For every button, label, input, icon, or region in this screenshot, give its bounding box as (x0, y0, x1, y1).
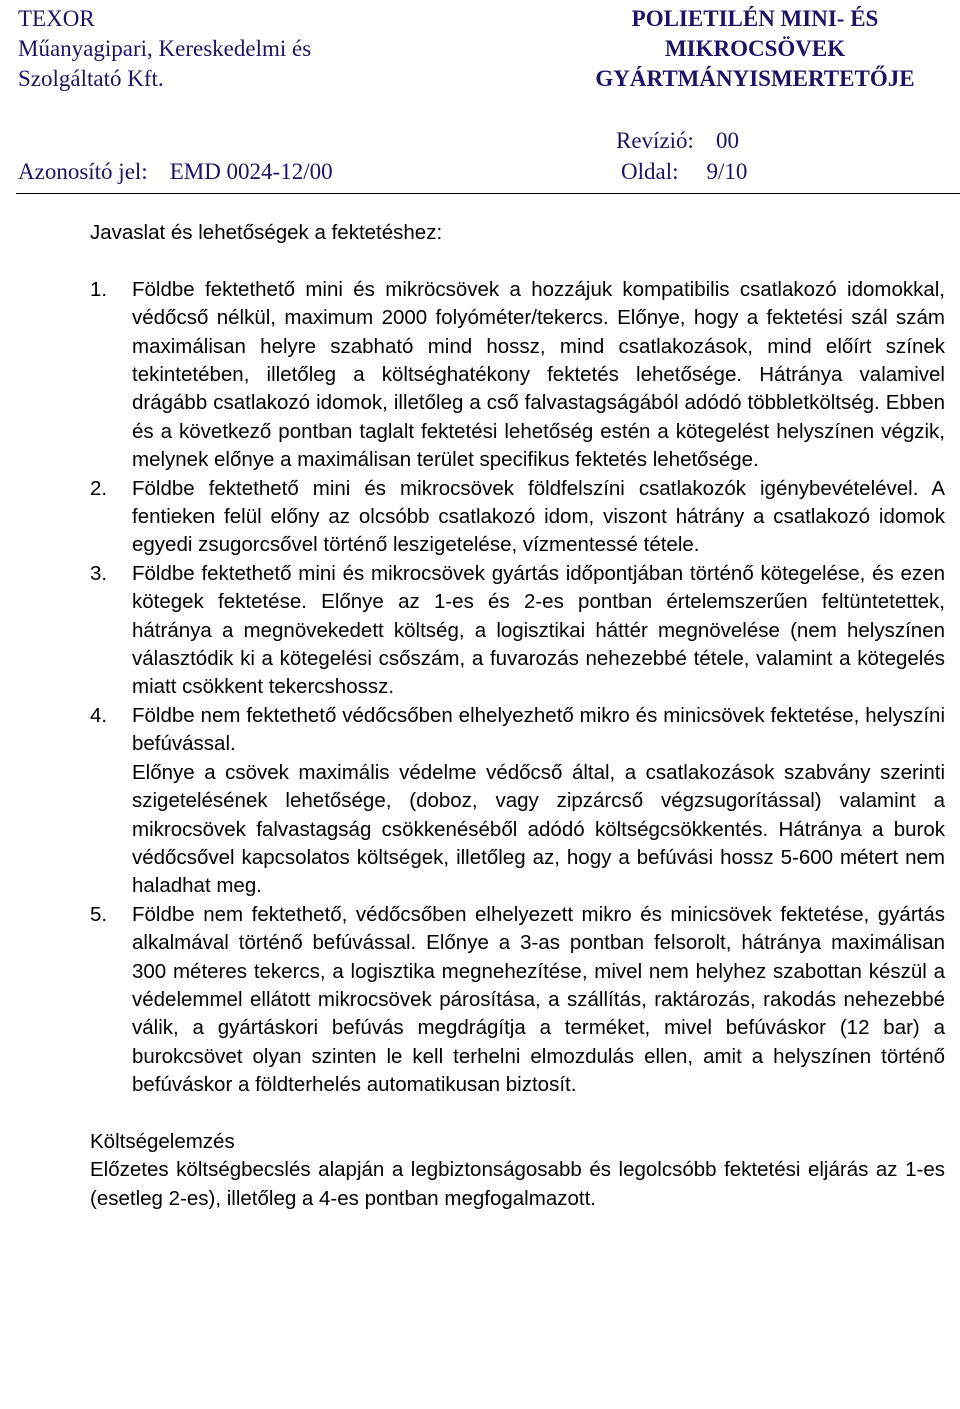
method-list (90, 276, 945, 1100)
list-item (90, 276, 945, 475)
spacer (90, 1100, 945, 1128)
list-item-number: 4. (90, 703, 108, 727)
list-item (90, 702, 945, 901)
cost-analysis-heading: Költségelemzés (90, 1129, 235, 1153)
revision-value: 00 (715, 128, 739, 153)
list-item-text: Földbe nem fektethető, védőcsőben elhelyezett mikro és minicsövek fektetése, gyártás alkalmával történő befúvással. Előnye a 3-as pontban felsorolt, hátránya maximálisan 300 méteres tekercs, a logisztika megnehezítése, mivel nem helyhez szabottan készül a védelemmel ellátott mikrocsövek párosítása, a szállítás, raktározás, rakodás nehezebbé válik, a gyártáskori befúvás megdrágítja a terméket, mivel befúváskor (12 bar) a burokcsövet olyan szinten le kell terhelni elmozdulás ellen, amit a helyszínen történő befúváskor a földterhelés automatikusan biztosít. (132, 902, 945, 1097)
list-item-text: Földbe fektethető mini és mikröcsövek a hozzájuk kompatibilis csatlakozó idomokkal, védőcső nélkül, maximum 2000 folyóméter/tekercs. Előnye, hogy a fektetési szál szám maximálisan helyre szabható mind hossz, mind csatlakozások, mind előírt színek tekintetében, illetőleg a költséghatékony fektetés lehetősége. Hátránya valamivel drágább csatlakozó idomok, illetőleg a cső falvastagságából adódó többletköltség. Ebben és a következő pontban taglalt fektetési lehetőség estén a kötegelést helyszínen végzik, melynek előnye a maximálisan terület specifikus fektetés lehetősége. (132, 277, 945, 472)
company-block (18, 4, 311, 94)
list-item-number: 5. (90, 902, 108, 926)
section-heading: Javaslat és lehetőségek a fektetéshez: (90, 221, 443, 244)
document-id-label: Azonosító jel: (18, 159, 148, 184)
list-item-text: Földbe fektethető mini és mikrocsövek gyártás időpontjában történő kötegelése, és ezen kötegek fektetése. Előnye az 1-es és 2-es pontban értelemszerűen feltüntetettek, hátránya a megnövekedett költség, a logisztikai háttér megnövelése (nem helyszínen választódik ki a kötegelési csőszám, a fuvarozás nehezebbé tétele, valamint a kötegelés miatt csökkent tekercshossz. (132, 561, 945, 699)
document-title (560, 4, 950, 94)
document-id-value: EMD 0024-12/00 (169, 159, 333, 184)
list-item-text-continued: Előnye a csövek maximális védelme védőcső által, a csatlakozások szabvány szerinti szigetelésének lehetősége, (doboz, vagy zipzárcső végzsugorítással) valamint a mikrocsövek falvastagság csökkenéséből adódó költségcsökkentés. Hátránya a burok védőcsővel kapcsolatos költségek, illetőleg az, hogy a befúvási hossz 5-600 métert nem haladhat meg. (132, 760, 945, 898)
list-item-text: Földbe nem fektethető védőcsőben elhelyezhető mikro és minicsövek fektetése, helyszíni befúvással. (132, 703, 945, 756)
list-item (90, 560, 945, 702)
list-item-number: 3. (90, 561, 108, 585)
page-number-field (621, 159, 747, 185)
list-item-text: Földbe fektethető mini és mikrocsövek földfelszíni csatlakozók igénybevételével. A fentieken felül előny az olcsóbb csatlakozó idom, viszont hátrány a csatlakozó idomok egyedi zsugorcsővel történő leszigetelése, vízmentessé tétele. (132, 476, 945, 557)
company-name: TEXOR (18, 6, 95, 31)
list-item-number: 2. (90, 476, 108, 500)
list-item-number: 1. (90, 277, 108, 301)
list-item (90, 901, 945, 1100)
page-number-value: 9/10 (706, 159, 748, 184)
header-divider (16, 193, 960, 194)
document-body (90, 219, 945, 1213)
spacer (90, 247, 945, 275)
list-item (90, 475, 945, 560)
company-line-3: Szolgáltató Kft. (18, 66, 164, 91)
document-title-line-3: GYÁRTMÁNYISMERTETŐJE (595, 66, 915, 91)
revision-label: Revízió: (616, 128, 694, 153)
document-title-line-1: POLIETILÉN MINI- ÉS (631, 6, 879, 31)
document-id-field (18, 159, 333, 185)
cost-analysis-text: Előzetes költségbecslés alapján a legbiztonságosabb és legolcsóbb fektetési eljárás az 1-es (esetleg 2-es), illetőleg a 4-es pontban megfogalmazott. (90, 1158, 945, 1210)
revision-field (616, 128, 739, 154)
page-number-label: Oldal: (621, 159, 679, 184)
company-line-2: Műanyagipari, Kereskedelmi és (18, 36, 312, 61)
document-title-line-2: MIKROCSÖVEK (664, 36, 846, 61)
